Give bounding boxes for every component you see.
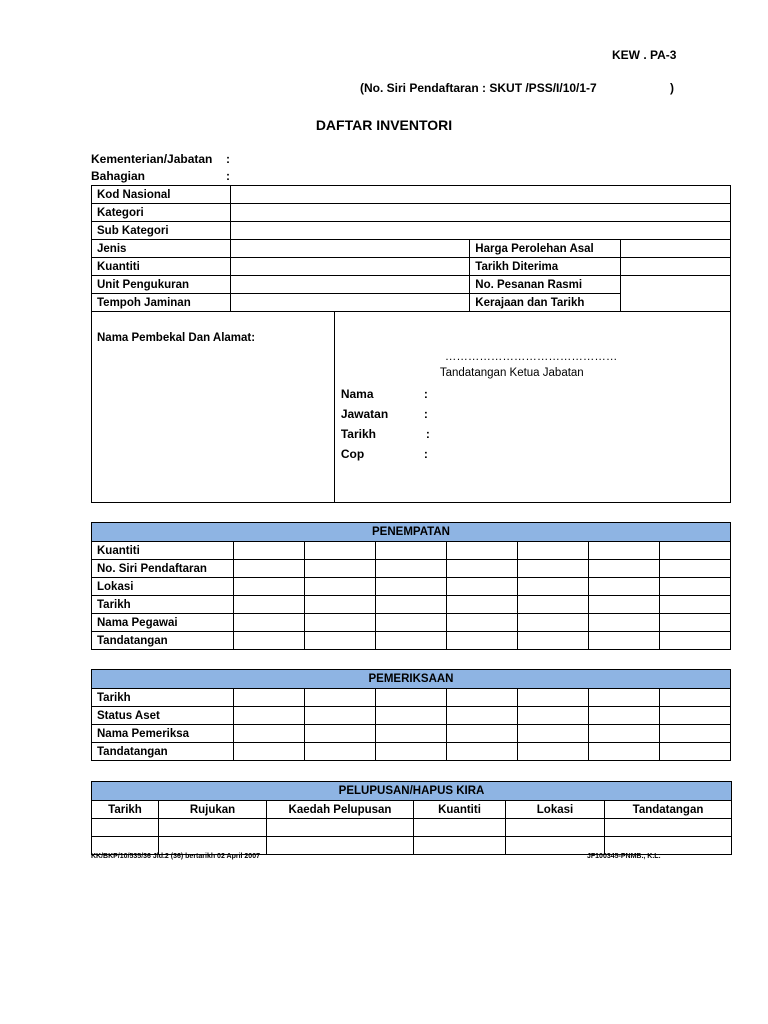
table-cell[interactable] bbox=[660, 707, 731, 725]
table-row bbox=[92, 578, 731, 596]
pesanan-label: No. Pesanan Rasmi bbox=[470, 276, 621, 294]
jawatan-label: Jawatan bbox=[340, 407, 389, 421]
table-cell[interactable] bbox=[589, 542, 660, 560]
supplier-address-cell[interactable] bbox=[92, 312, 335, 503]
table-cell[interactable] bbox=[234, 578, 305, 596]
row-label: Tarikh bbox=[92, 596, 234, 614]
jawatan-colon: : bbox=[423, 407, 428, 421]
row-label: Nama Pemeriksa bbox=[92, 725, 234, 743]
table-cell[interactable] bbox=[376, 689, 447, 707]
table-cell[interactable] bbox=[447, 614, 518, 632]
harga-label: Harga Perolehan Asal bbox=[470, 240, 621, 258]
signature-cell bbox=[334, 312, 730, 503]
row-label: Status Aset bbox=[92, 707, 234, 725]
table-cell[interactable] bbox=[376, 743, 447, 761]
jenis-field[interactable] bbox=[230, 240, 469, 258]
table-cell[interactable] bbox=[305, 632, 376, 650]
table-cell[interactable] bbox=[234, 614, 305, 632]
table-cell[interactable] bbox=[305, 725, 376, 743]
kuantiti-label: Kuantiti bbox=[92, 258, 231, 276]
document-title: DAFTAR INVENTORI bbox=[315, 117, 453, 133]
table-cell[interactable] bbox=[305, 743, 376, 761]
department-line bbox=[91, 169, 230, 183]
ministry-line bbox=[91, 152, 230, 166]
table-cell[interactable] bbox=[589, 596, 660, 614]
table-cell[interactable] bbox=[660, 743, 731, 761]
tempoh-jaminan-label: Tempoh Jaminan bbox=[92, 294, 231, 312]
nama-label: Nama bbox=[340, 387, 374, 401]
table-cell[interactable] bbox=[414, 819, 506, 837]
table-header-row bbox=[92, 782, 732, 801]
nama-colon: : bbox=[423, 387, 428, 401]
registration-number bbox=[360, 81, 674, 95]
table-cell[interactable] bbox=[234, 725, 305, 743]
tarikh-diterima-field[interactable] bbox=[621, 258, 731, 276]
table-cell[interactable] bbox=[605, 837, 732, 855]
department-label: Bahagian bbox=[91, 169, 146, 183]
signature-caption: Tandatangan Ketua Jabatan bbox=[439, 367, 584, 379]
cop-line bbox=[340, 447, 428, 461]
table-cell[interactable] bbox=[267, 819, 414, 837]
table-cell[interactable] bbox=[605, 819, 732, 837]
table-cell[interactable] bbox=[234, 632, 305, 650]
tarikh-colon: : bbox=[425, 427, 430, 441]
table-cell[interactable] bbox=[447, 632, 518, 650]
disposal-title: PELUPUSAN/HAPUS KIRA bbox=[92, 782, 732, 801]
table-cell[interactable] bbox=[234, 542, 305, 560]
table-cell[interactable] bbox=[447, 560, 518, 578]
table-cell[interactable] bbox=[305, 689, 376, 707]
jawatan-line bbox=[340, 407, 428, 421]
table-row bbox=[92, 614, 731, 632]
table-row bbox=[92, 725, 731, 743]
table-cell[interactable] bbox=[518, 596, 589, 614]
placement-title: PENEMPATAN bbox=[92, 523, 731, 542]
table-row bbox=[92, 542, 731, 560]
tarikh-line bbox=[340, 427, 430, 441]
row-label: Tarikh bbox=[92, 689, 234, 707]
table-cell[interactable] bbox=[589, 560, 660, 578]
table-cell[interactable] bbox=[92, 819, 159, 837]
tarikh-diterima-label: Tarikh Diterima bbox=[470, 258, 621, 276]
table-cell[interactable] bbox=[305, 578, 376, 596]
table-cell[interactable] bbox=[518, 707, 589, 725]
ministry-label: Kementerian/Jabatan bbox=[91, 152, 213, 166]
table-cell[interactable] bbox=[660, 614, 731, 632]
table-cell[interactable] bbox=[234, 707, 305, 725]
form-code: KEW . PA-3 bbox=[612, 48, 677, 62]
table-cell[interactable] bbox=[447, 596, 518, 614]
inspection-table bbox=[91, 669, 731, 761]
table-row bbox=[92, 276, 731, 294]
kuantiti-field[interactable] bbox=[230, 258, 469, 276]
registration-label: (No. Siri Pendaftaran : SKUT /PSS/I/10/1-7 bbox=[360, 81, 597, 95]
table-cell[interactable] bbox=[234, 560, 305, 578]
table-row bbox=[92, 186, 731, 204]
column-header: Tarikh bbox=[92, 801, 159, 819]
row-label: Tandatangan bbox=[92, 743, 234, 761]
table-cell[interactable] bbox=[376, 632, 447, 650]
table-cell[interactable] bbox=[305, 707, 376, 725]
table-cell[interactable] bbox=[447, 578, 518, 596]
column-header: Kaedah Pelupusan bbox=[267, 801, 414, 819]
supplier-label: Nama Pembekal Dan Alamat: bbox=[97, 332, 256, 344]
table-row bbox=[92, 204, 731, 222]
column-header: Rujukan bbox=[159, 801, 267, 819]
table-header-row bbox=[92, 801, 732, 819]
table-cell[interactable] bbox=[589, 743, 660, 761]
row-label: Tandatangan bbox=[92, 632, 234, 650]
table-row bbox=[92, 312, 731, 503]
table-row bbox=[92, 596, 731, 614]
footer-code: JF100345-PNMB., K.L. bbox=[587, 853, 661, 860]
table-cell[interactable] bbox=[376, 614, 447, 632]
table-cell[interactable] bbox=[447, 707, 518, 725]
row-label: Lokasi bbox=[92, 578, 234, 596]
table-cell[interactable] bbox=[376, 725, 447, 743]
registration-close-paren: ) bbox=[670, 81, 674, 95]
table-cell[interactable] bbox=[518, 542, 589, 560]
kategori-field[interactable] bbox=[230, 204, 730, 222]
table-row bbox=[92, 258, 731, 276]
table-cell[interactable] bbox=[518, 725, 589, 743]
kod-nasional-label: Kod Nasional bbox=[92, 186, 231, 204]
column-header: Kuantiti bbox=[414, 801, 506, 819]
department-colon: : bbox=[226, 169, 230, 183]
table-cell[interactable] bbox=[660, 632, 731, 650]
table-cell[interactable] bbox=[376, 560, 447, 578]
table-cell[interactable] bbox=[414, 837, 506, 855]
signature-line: ……………………………………… bbox=[444, 351, 618, 363]
table-cell[interactable] bbox=[376, 542, 447, 560]
table-row bbox=[92, 707, 731, 725]
ministry-colon: : bbox=[226, 152, 230, 166]
table-cell[interactable] bbox=[447, 743, 518, 761]
table-row bbox=[92, 837, 732, 855]
table-cell[interactable] bbox=[518, 743, 589, 761]
table-header-row bbox=[92, 670, 731, 689]
harga-field[interactable] bbox=[621, 240, 731, 258]
table-cell[interactable] bbox=[305, 614, 376, 632]
table-cell[interactable] bbox=[589, 707, 660, 725]
cop-label: Cop bbox=[340, 447, 365, 461]
table-cell[interactable] bbox=[234, 596, 305, 614]
asset-details-table bbox=[91, 185, 731, 312]
inspection-title: PEMERIKSAAN bbox=[92, 670, 731, 689]
unit-pengukuran-label: Unit Pengukuran bbox=[92, 276, 231, 294]
table-cell[interactable] bbox=[92, 837, 159, 855]
table-cell[interactable] bbox=[267, 837, 414, 855]
row-label: Nama Pegawai bbox=[92, 614, 234, 632]
table-row bbox=[92, 743, 731, 761]
table-row bbox=[92, 560, 731, 578]
tarikh-label: Tarikh bbox=[340, 427, 376, 441]
table-row bbox=[92, 632, 731, 650]
table-cell[interactable] bbox=[518, 614, 589, 632]
supplier-signature-table bbox=[91, 311, 731, 503]
table-header-row bbox=[92, 523, 731, 542]
row-label: Kuantiti bbox=[92, 542, 234, 560]
table-cell[interactable] bbox=[305, 542, 376, 560]
jenis-label: Jenis bbox=[92, 240, 231, 258]
column-header: Tandatangan bbox=[605, 801, 732, 819]
kod-nasional-field[interactable] bbox=[230, 186, 730, 204]
table-cell[interactable] bbox=[589, 614, 660, 632]
tempoh-jaminan-field[interactable] bbox=[230, 294, 469, 312]
table-cell[interactable] bbox=[506, 837, 605, 855]
table-cell[interactable] bbox=[660, 596, 731, 614]
table-cell[interactable] bbox=[660, 578, 731, 596]
table-cell[interactable] bbox=[589, 578, 660, 596]
table-row bbox=[92, 222, 731, 240]
kerajaan-label: Kerajaan dan Tarikh bbox=[470, 294, 621, 312]
table-row bbox=[92, 819, 732, 837]
table-cell[interactable] bbox=[376, 578, 447, 596]
placement-table bbox=[91, 522, 731, 650]
table-cell[interactable] bbox=[376, 707, 447, 725]
table-cell[interactable] bbox=[447, 542, 518, 560]
row-label: No. Siri Pendaftaran bbox=[92, 560, 234, 578]
table-cell[interactable] bbox=[660, 725, 731, 743]
table-cell[interactable] bbox=[234, 689, 305, 707]
table-cell[interactable] bbox=[518, 689, 589, 707]
table-cell[interactable] bbox=[159, 837, 267, 855]
table-cell[interactable] bbox=[305, 560, 376, 578]
sub-kategori-label: Sub Kategori bbox=[92, 222, 231, 240]
table-cell[interactable] bbox=[159, 819, 267, 837]
nama-line bbox=[340, 387, 428, 401]
kategori-label: Kategori bbox=[92, 204, 231, 222]
cop-colon: : bbox=[423, 447, 428, 461]
table-cell[interactable] bbox=[589, 725, 660, 743]
footer-reference: KK/BKP/10/535/36 Jld.2 (36) bertarikh 02 April 2007 bbox=[91, 853, 260, 860]
table-cell[interactable] bbox=[376, 596, 447, 614]
table-row bbox=[92, 689, 731, 707]
table-cell[interactable] bbox=[589, 632, 660, 650]
table-cell[interactable] bbox=[447, 689, 518, 707]
table-row bbox=[92, 240, 731, 258]
table-cell[interactable] bbox=[589, 689, 660, 707]
table-cell[interactable] bbox=[660, 542, 731, 560]
unit-pengukuran-field[interactable] bbox=[230, 276, 469, 294]
disposal-table bbox=[91, 781, 732, 855]
table-cell[interactable] bbox=[518, 578, 589, 596]
column-header: Lokasi bbox=[506, 801, 605, 819]
table-cell[interactable] bbox=[234, 743, 305, 761]
table-cell[interactable] bbox=[305, 596, 376, 614]
sub-kategori-field[interactable] bbox=[230, 222, 730, 240]
table-cell[interactable] bbox=[506, 819, 605, 837]
table-cell[interactable] bbox=[660, 689, 731, 707]
pesanan-field[interactable] bbox=[621, 276, 731, 312]
table-cell[interactable] bbox=[518, 560, 589, 578]
table-cell[interactable] bbox=[518, 632, 589, 650]
table-cell[interactable] bbox=[660, 560, 731, 578]
table-cell[interactable] bbox=[447, 725, 518, 743]
